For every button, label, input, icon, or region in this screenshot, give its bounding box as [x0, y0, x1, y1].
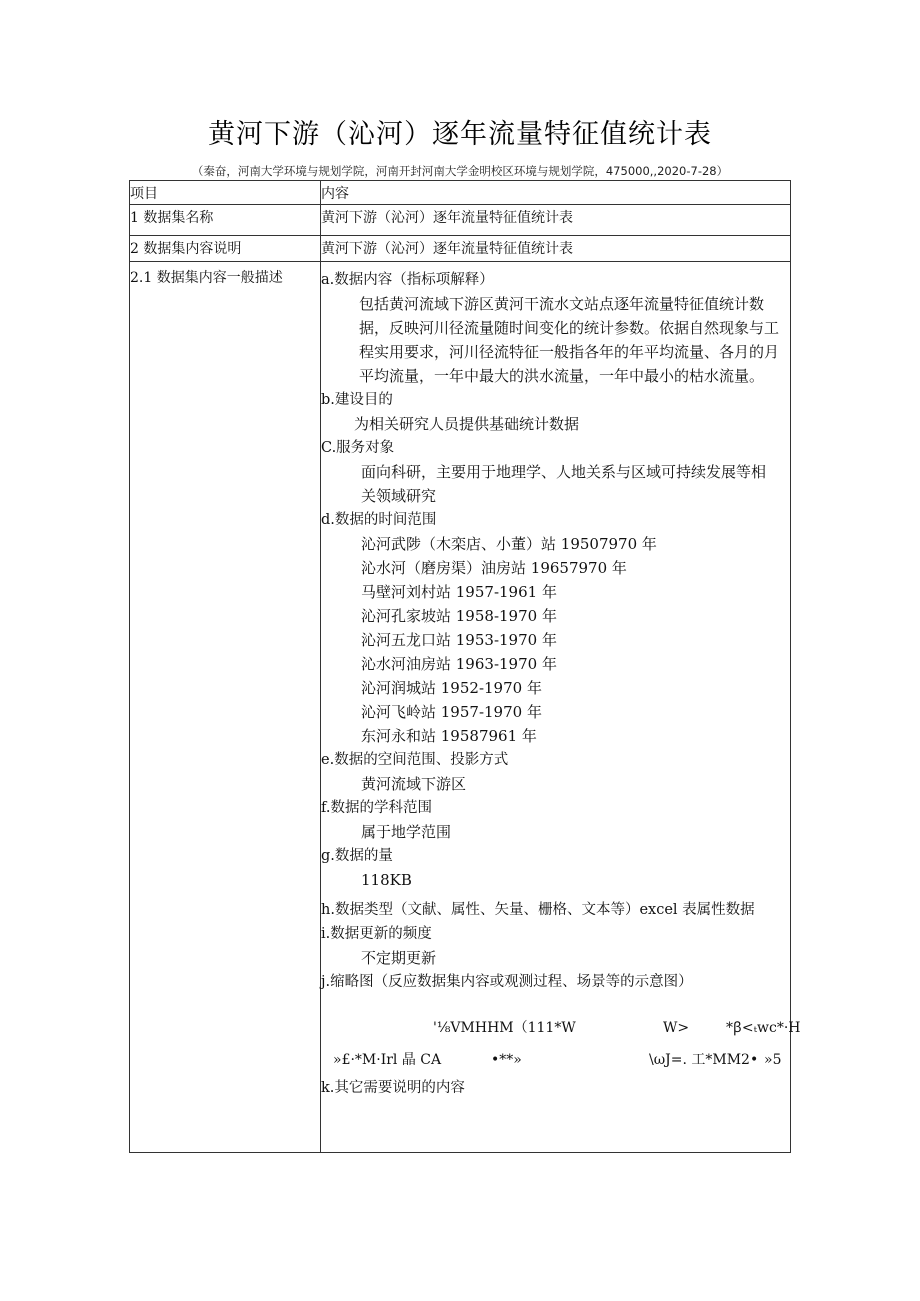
row-value: 黄河下游（沁河）逐年流量特征值统计表 [321, 210, 573, 226]
garbled-fragment: '⅛VMHHM（111*W [433, 1020, 576, 1036]
section-d-title: d.数据的时间范围 [321, 512, 437, 528]
row-value-cell [321, 205, 791, 236]
section-i-text: 不定期更新 [361, 949, 437, 967]
description-content-cell [321, 262, 801, 1153]
section-g-text: 118KB [361, 871, 412, 889]
garbled-fragment: W> [663, 1020, 690, 1036]
row-label: 2 数据集内容说明 [130, 241, 242, 257]
list-item: 沁河孔家坡站 1958-1970 年 [361, 607, 557, 625]
section-e-text: 黄河流域下游区 [361, 775, 467, 793]
section-j-title: j.缩略图（反应数据集内容或观测过程、场景等的示意图） [321, 974, 693, 990]
page-title: 黄河下游（沁河）逐年流量特征值统计表 [208, 119, 712, 150]
list-item: 马壁河刘村站 1957-1961 年 [361, 583, 557, 601]
list-item: 沁水河（磨房渠）油房站 19657970 年 [361, 559, 627, 577]
row-label-cell [130, 236, 321, 262]
section-g-title: g.数据的量 [321, 848, 393, 864]
section-h-title: h.数据类型（文献、属性、矢量、栅格、文本等）excel 表属性数据 [321, 902, 755, 918]
section-f-title: f.数据的学科范围 [321, 800, 432, 816]
header-content-cell [321, 181, 791, 205]
section-k-title: k.其它需要说明的内容 [321, 1080, 465, 1096]
thumbnail-garbled-text [321, 1006, 801, 1076]
garbled-fragment: •**» [491, 1052, 522, 1068]
row-label-cell [130, 205, 321, 236]
list-item: 沁水河油房站 1963-1970 年 [361, 655, 557, 673]
table-row [130, 205, 791, 236]
garbled-fragment: \ωJ=. 工*MM2• [649, 1052, 759, 1068]
list-item: 沁河五龙口站 1953-1970 年 [361, 631, 557, 649]
section-a-text: 包括黄河流域下游区黄河干流水文站点逐年流量特征值统计数据，反映河川径流量随时间变化的统计参数。依据自然现象与工程实用要求，河川径流特征一般指各年的年平均流量、各月的月平均流量，一年中最大的洪水流量，一年中最小的枯水流量。 [359, 295, 780, 385]
table-row [130, 236, 791, 262]
table-header-row [130, 181, 791, 205]
list-item: 沁河润城站 1952-1970 年 [361, 679, 542, 697]
description-label: 2.1 数据集内容一般描述 [130, 270, 283, 286]
list-item: 沁河飞岭站 1957-1970 年 [361, 703, 542, 721]
row-value-cell [321, 236, 791, 262]
garbled-fragment: »£·*M·Irl 晶 CA [333, 1052, 442, 1068]
metadata-table [129, 180, 801, 1153]
section-f-text: 属于地学范围 [361, 823, 452, 841]
section-e-title: e.数据的空间范围、投影方式 [321, 752, 509, 768]
section-c-text: 面向科研，主要用于地理学、人地关系与区域可持续发展等相关领域研究 [361, 463, 767, 505]
header-content: 内容 [321, 186, 349, 202]
section-c-title: C.服务对象 [321, 440, 395, 456]
section-i-title: i.数据更新的频度 [321, 926, 432, 942]
row-label: 1 数据集名称 [130, 210, 214, 226]
section-b-title: b.建设目的 [321, 392, 393, 408]
description-label-cell [130, 262, 321, 1153]
list-item: 沁河武陟（木栾店、小董）站 19507970 年 [361, 535, 657, 553]
garbled-fragment: »5 [764, 1052, 782, 1068]
row-value: 黄河下游（沁河）逐年流量特征值统计表 [321, 241, 573, 257]
section-d-list [321, 532, 790, 748]
description-row [130, 262, 791, 1153]
author-line: （秦奋，河南大学环境与规划学院，河南开封河南大学金明校区环境与规划学院，475000,,2020-7-28） [191, 164, 729, 178]
section-a-title: a.数据内容（指标项解释） [321, 272, 494, 288]
garbled-fragment: *ꞵ<ₜwc*·H [726, 1020, 801, 1036]
list-item: 东河永和站 19587961 年 [361, 727, 537, 745]
header-item: 项目 [130, 186, 158, 202]
section-b-text: 为相关研究人员提供基础统计数据 [354, 415, 580, 433]
header-item-cell [130, 181, 321, 205]
